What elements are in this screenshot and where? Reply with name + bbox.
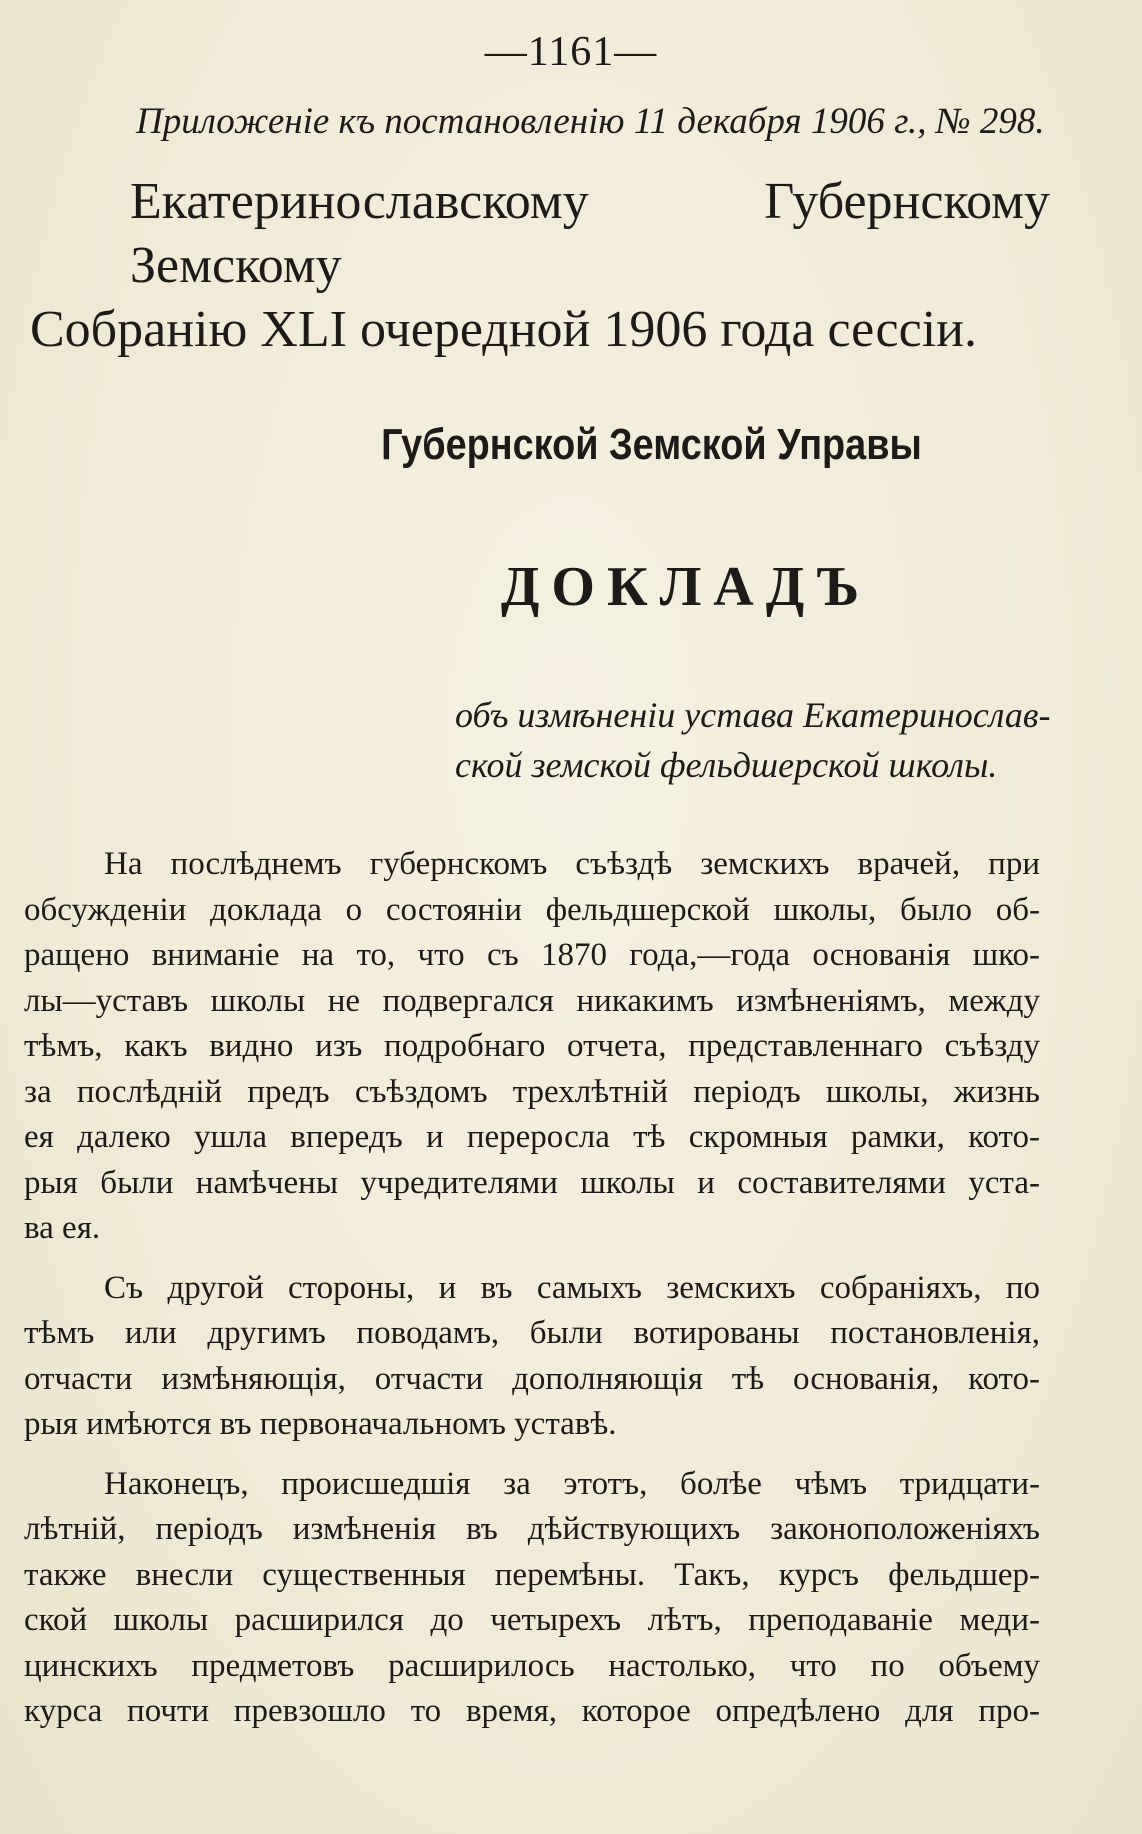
text-line: рыя имѣются въ первоначальномъ уставѣ. xyxy=(24,1406,617,1442)
paragraph xyxy=(24,842,1040,1252)
text-line: тѣмъ, какъ видно изъ подробнаго отчета, представленнаго съѣзду xyxy=(24,1028,1040,1064)
text-line: лы—уставъ школы не подвергался никакимъ измѣненіямъ, между xyxy=(24,982,1040,1019)
text-line: отчасти измѣняющія, отчасти дополняющія тѣ основанія, кото- xyxy=(24,1360,1040,1397)
subject-line-1: объ измѣненіи устава Екатеринослав- xyxy=(455,695,1051,735)
text-line: ращено вниманіе на то, что съ 1870 года,—года основанія шко- xyxy=(24,937,1040,973)
text-line: Съ другой стороны, и въ самыхъ земскихъ собраніяхъ, по xyxy=(104,1269,1040,1306)
text-line: рыя были намѣчены учредителями школы и составителями уста- xyxy=(24,1164,1040,1201)
text-line: за послѣдній предъ съѣздомъ трехлѣтній періодъ школы, жизнь xyxy=(24,1073,1040,1110)
text-line: ской школы расширился до четырехъ лѣтъ, преподаваніе меди- xyxy=(24,1602,1040,1638)
text-line: лѣтній, періодъ измѣненія въ дѣйствующихъ законоположеніяхъ xyxy=(24,1511,1040,1547)
text-line: также внесли существенныя перемѣны. Такъ, курсъ фельдшер- xyxy=(24,1556,1040,1593)
text-line: ея далеко ушла впередъ и переросла тѣ скромныя рамки, кото- xyxy=(24,1119,1040,1155)
report-subject xyxy=(455,690,1055,790)
text-line: обсужденіи доклада о состояніи фельдшерской школы, было об- xyxy=(24,891,1040,928)
text-line: курса почти превзошло то время, которое опредѣлено для про- xyxy=(24,1693,1040,1729)
body-text xyxy=(24,842,1040,1749)
text-line: ва ея. xyxy=(24,1210,101,1246)
text-line: На послѣднемъ губернскомъ съѣздѣ земскихъ врачей, при xyxy=(104,846,1040,882)
text-line: Наконецъ, происшедшія за этотъ, болѣе чѣмъ тридцати- xyxy=(104,1465,1040,1502)
addressee-line-2: Собранію XLI очередной 1906 года сессіи. xyxy=(30,301,977,358)
page-number: —1161— xyxy=(484,29,658,75)
subject-line-2: ской земской фельдшерской школы. xyxy=(455,745,998,785)
report-title: ДОКЛАДЪ xyxy=(500,556,872,618)
appendix-note: Приложеніе къ постановленію 11 декабря 1906 г., № 298. xyxy=(136,101,1045,142)
board-heading: Губернской Земской Управы xyxy=(381,420,922,469)
paragraph xyxy=(24,1266,1040,1448)
text-line: цинскихъ предметовъ расширилось настолько, что по объему xyxy=(24,1647,1040,1684)
paragraph xyxy=(24,1462,1040,1735)
text-line: тѣмъ или другимъ поводамъ, были вотированы постановленія, xyxy=(24,1315,1040,1351)
addressee-heading xyxy=(30,170,1050,362)
addressee-line-1: Екатеринославскому Губернскому Земскому xyxy=(130,173,1050,294)
